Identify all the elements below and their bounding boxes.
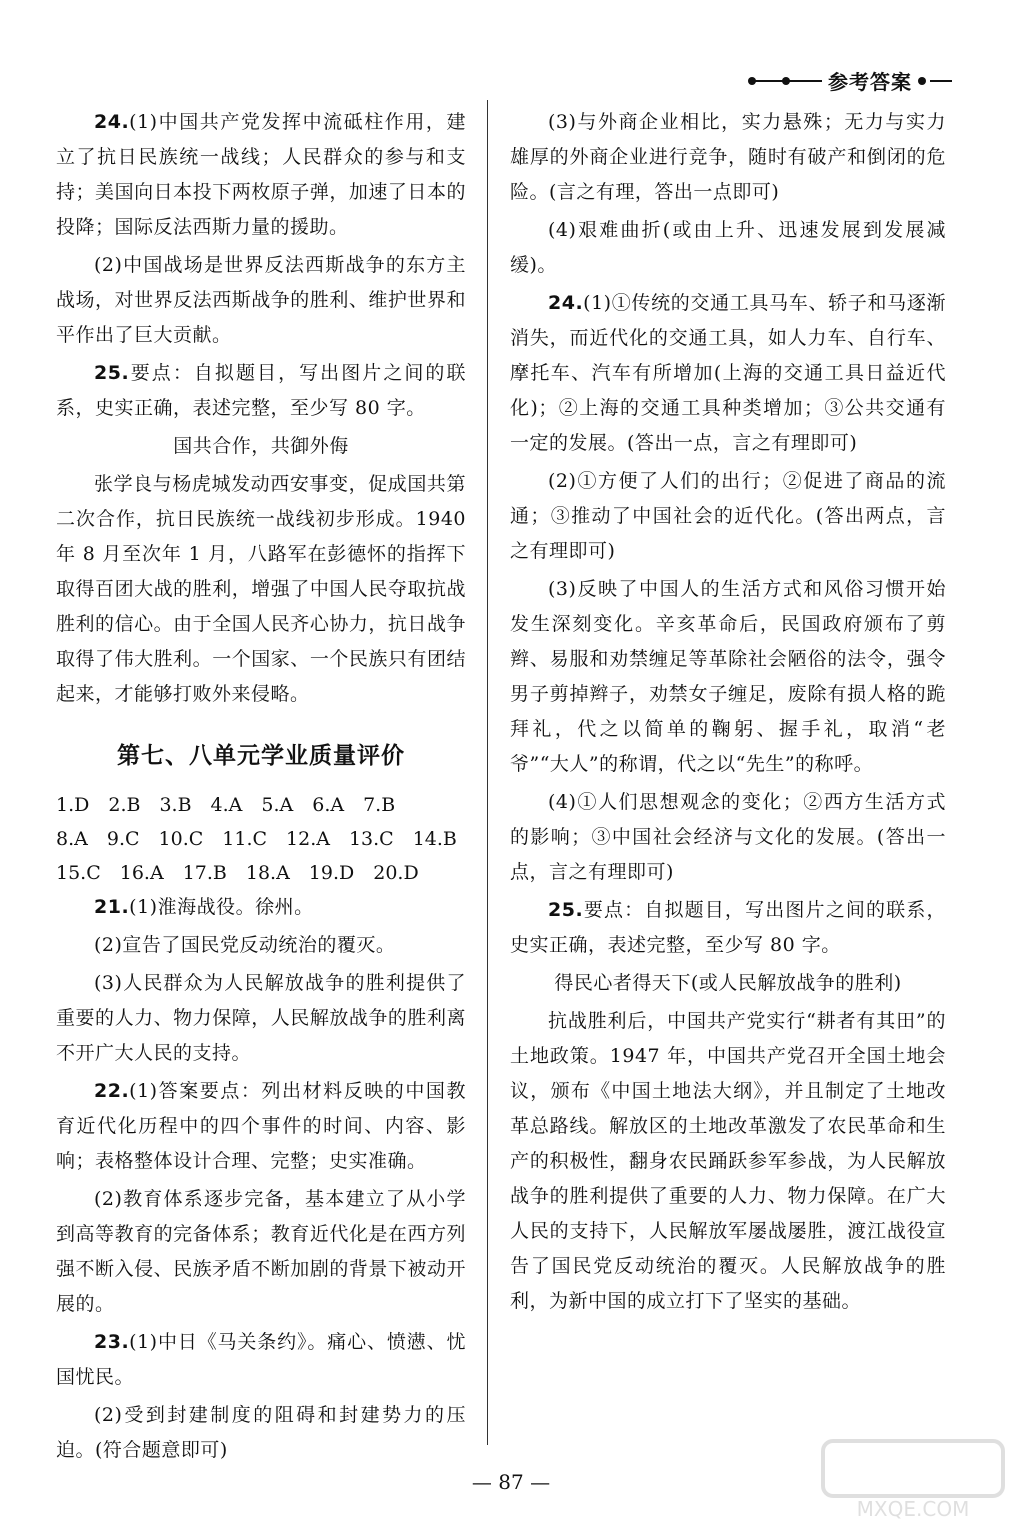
right-answers-top bbox=[510, 105, 946, 963]
right-column bbox=[510, 105, 946, 1322]
answer-paragraph bbox=[56, 356, 466, 426]
left-answers-top bbox=[56, 105, 466, 426]
answer-paragraph bbox=[510, 785, 946, 890]
watermark-text: MXQE.COM bbox=[856, 1497, 970, 1521]
mc-row: 15.C 16.A 17.B 18.A 19.D 20.D bbox=[56, 862, 419, 884]
mc-row: 1.D 2.B 3.B 4.A 5.A 6.A 7.B bbox=[56, 794, 396, 816]
answer-paragraph bbox=[56, 1182, 466, 1322]
answer-text: (2)①方便了人们的出行；②促进了商品的流通；③推动了中国社会的近代化。(答出两点，言之有理即可) bbox=[510, 470, 946, 562]
answer-text: (4)艰难曲折(或由上升、迅速发展到发展减缓)。 bbox=[510, 219, 946, 276]
left-column bbox=[56, 105, 466, 1471]
mc-row: 8.A 9.C 10.C 11.C 12.A 13.C 14.B bbox=[56, 828, 457, 850]
section-title: 第七、八单元学业质量评价 bbox=[117, 743, 405, 769]
answer-paragraph bbox=[56, 890, 466, 925]
header-dot bbox=[918, 77, 926, 85]
answer-paragraph bbox=[510, 572, 946, 782]
header-title: 参考答案 bbox=[828, 70, 912, 94]
answer-paragraph bbox=[56, 1398, 466, 1468]
answer-paragraph bbox=[510, 105, 946, 210]
answer-text: (2)教育体系逐步完备，基本建立了从小学到高等教育的完备体系；教育近代化是在西方列强不断入侵、民族矛盾不断加剧的背景下被动开展的。 bbox=[56, 1188, 466, 1315]
answer-text: (3)人民群众为人民解放战争的胜利提供了重要的人力、物力保障，人民解放战争的胜利离不开广大人民的支持。 bbox=[56, 972, 466, 1064]
answer-paragraph bbox=[56, 1074, 466, 1179]
answer-text: (1)中日《马关条约》。痛心、愤懑、忧国忧民。 bbox=[56, 1331, 466, 1388]
question-number: 24. bbox=[548, 292, 584, 314]
answer-paragraph bbox=[510, 213, 946, 283]
answer-paragraph bbox=[510, 464, 946, 569]
answer-paragraph bbox=[56, 105, 466, 245]
question-number: 25. bbox=[548, 899, 584, 921]
question-number: 22. bbox=[94, 1080, 130, 1102]
answer-text: (1)中国共产党发挥中流砥柱作用，建立了抗日民族统一战线；人民群众的参与和支持；美国向日本投下两枚原子弹，加速了日本的投降；国际反法西斯力量的援助。 bbox=[56, 111, 466, 238]
essay-text: 张学良与杨虎城发动西安事变，促成国共第二次合作，抗日民族统一战线初步形成。1940 年 8 月至次年 1 月，八路军在彭德怀的指挥下取得百团大战的胜利，增强了中国人民夺取抗战胜利的信心。由于全国人民齐心协力，抗日战争取得了伟大胜利。一个国家、一个民族只有团结起来，才能够打败外来侵略。 bbox=[56, 473, 466, 705]
answer-text: (3)反映了中国人的生活方式和风俗习惯开始发生深刻变化。辛亥革命后，民国政府颁布了剪辫、易服和劝禁缠足等革除社会陋俗的法令，强令男子剪掉辫子，劝禁女子缠足，废除有损人格的跪拜礼，代之以简单的鞠躬、握手礼，取消“老爷”“大人”的称谓，代之以“先生”的称呼。 bbox=[510, 578, 946, 775]
answer-text: 要点：自拟题目，写出图片之间的联系，史实正确，表述完整，至少写 80 字。 bbox=[510, 899, 946, 956]
answer-text: (1)答案要点：列出材料反映的中国教育近代化历程中的四个事件的时间、内容、影响；表格整体设计合理、完整；史实准确。 bbox=[56, 1080, 466, 1172]
multiple-choice-answers bbox=[56, 788, 466, 890]
question-number: 23. bbox=[94, 1331, 130, 1353]
answer-text: (3)与外商企业相比，实力悬殊；无力与实力雄厚的外商企业进行竞争，随时有破产和倒闭的危险。(言之有理，答出一点即可) bbox=[510, 111, 946, 203]
header-decoration-right bbox=[930, 80, 952, 82]
column-divider bbox=[487, 100, 488, 1445]
answer-paragraph bbox=[56, 928, 466, 963]
answer-paragraph bbox=[510, 893, 946, 963]
answer-text: (2)中国战场是世界反法西斯战争的东方主战场，对世界反法西斯战争的胜利、维护世界和平作出了巨大贡献。 bbox=[56, 254, 466, 346]
answer-text: (1)淮海战役。徐州。 bbox=[129, 896, 314, 918]
essay-title: 国共合作，共御外侮 bbox=[173, 435, 349, 457]
essay-title: 得民心者得天下(或人民解放战争的胜利) bbox=[554, 972, 902, 994]
essay-text: 抗战胜利后，中国共产党实行“耕者有其田”的土地政策。1947 年，中国共产党召开全国土地会议，颁布《中国土地法大纲》，并且制定了土地改革总路线。解放区的土地改革激发了农民革命和生产的积极性，翻身农民踊跃参军参战，为人民解放战争的胜利提供了重要的人力、物力保障。在广大人民的支持下，人民解放军屡战屡胜，渡江战役宣告了国民党反动统治的覆灭。人民解放战争的胜利，为新中国的成立打下了坚实的基础。 bbox=[510, 1010, 946, 1312]
page-header bbox=[752, 66, 952, 95]
page-number: — 87 — bbox=[471, 1470, 551, 1494]
question-number: 25. bbox=[94, 362, 130, 384]
answer-paragraph bbox=[56, 248, 466, 353]
answer-paragraph bbox=[56, 1325, 466, 1395]
answer-text: (4)①人们思想观念的变化；②西方生活方式的影响；③中国社会经济与文化的发展。(答出一点，言之有理即可) bbox=[510, 791, 946, 883]
answer-text: (2)宣告了国民党反动统治的覆灭。 bbox=[94, 934, 396, 956]
question-number: 24. bbox=[94, 111, 130, 133]
question-number: 21. bbox=[94, 896, 130, 918]
answer-paragraph bbox=[510, 286, 946, 461]
answer-text: (1)①传统的交通工具马车、轿子和马逐渐消失，而近代化的交通工具，如人力车、自行车、摩托车、汽车有所增加(上海的交通工具日益近代化)；②上海的交通工具种类增加；③公共交通有一定的发展。(答出一点，言之有理即可) bbox=[510, 292, 946, 454]
header-decoration bbox=[752, 80, 822, 82]
answer-text: (2)受到封建制度的阻碍和封建势力的压迫。(符合题意即可) bbox=[56, 1404, 466, 1461]
answer-text: 要点：自拟题目，写出图片之间的联系，史实正确，表述完整，至少写 80 字。 bbox=[56, 362, 466, 419]
answer-paragraph bbox=[56, 966, 466, 1071]
left-answers-bottom bbox=[56, 890, 466, 1468]
watermark-logo bbox=[818, 1436, 1008, 1526]
